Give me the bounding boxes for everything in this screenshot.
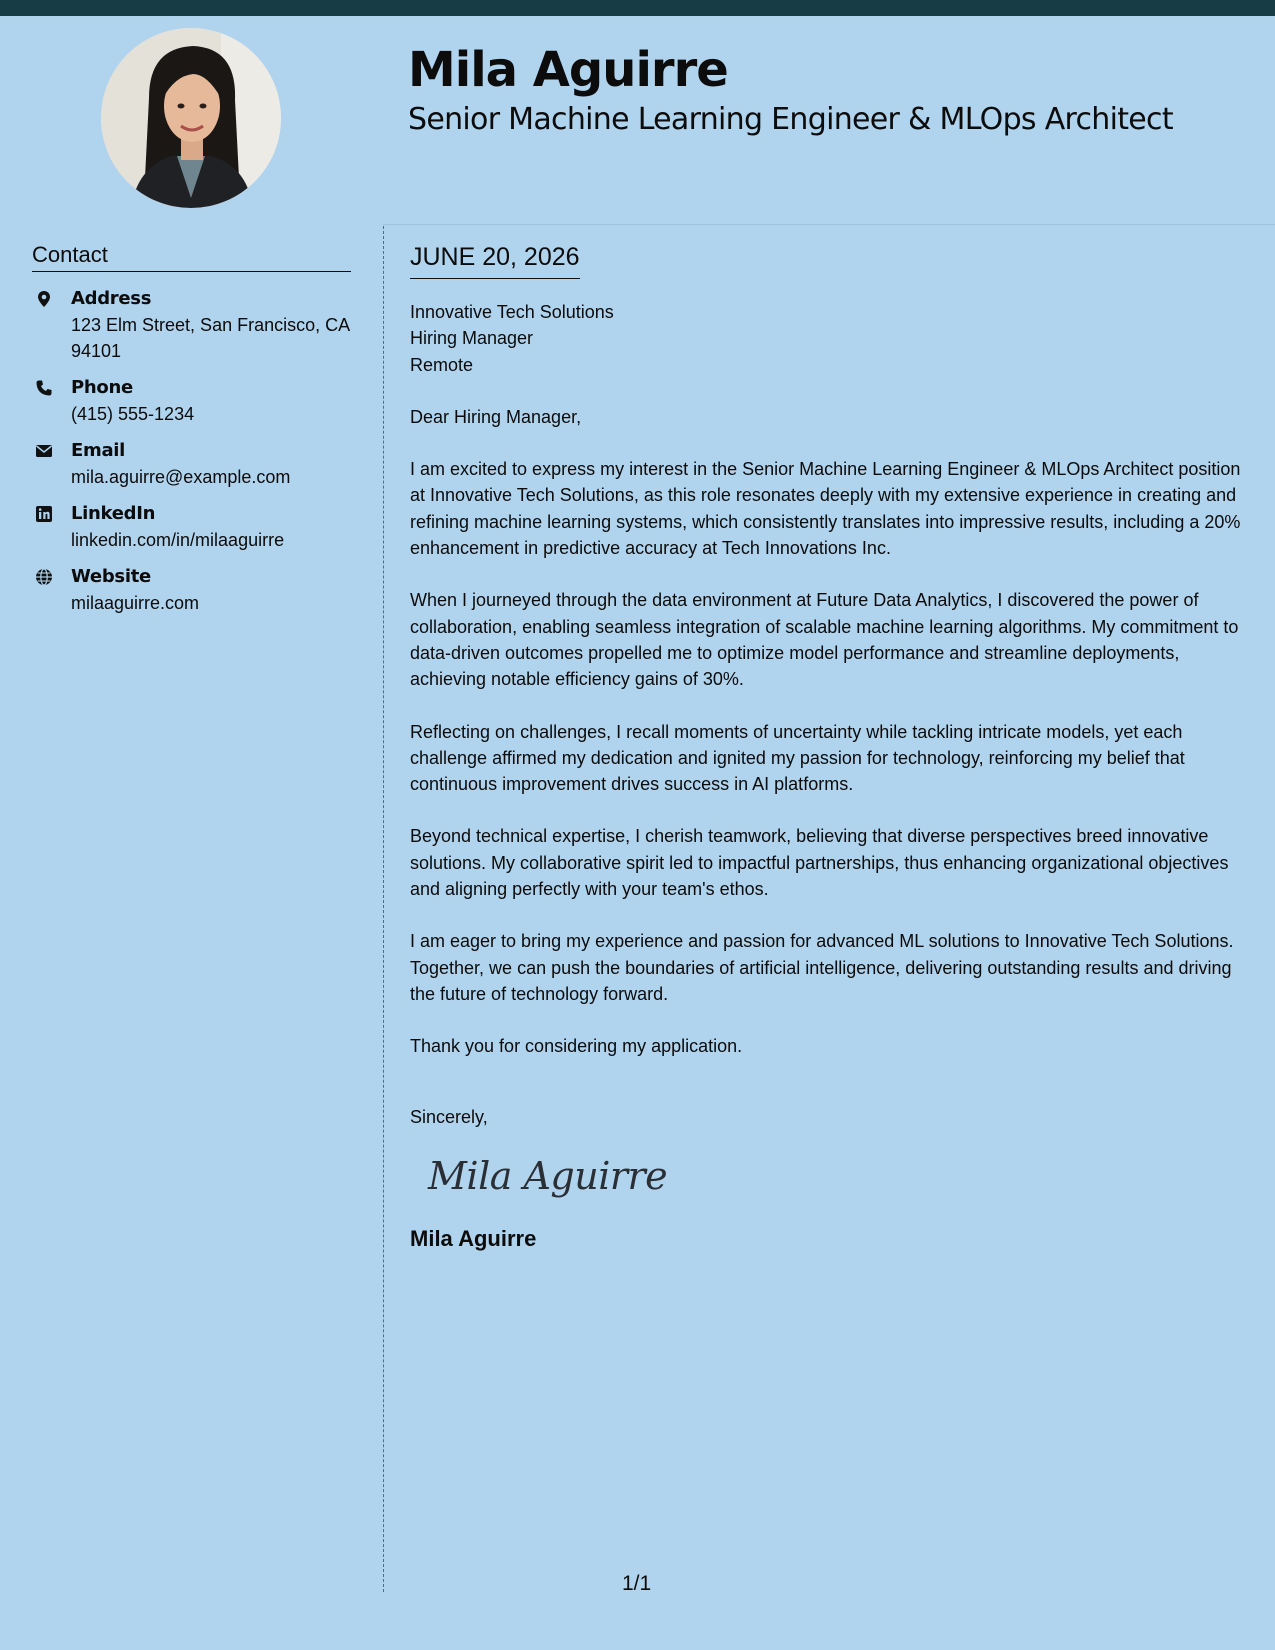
linkedin-icon [35,505,53,523]
profile-photo [101,28,281,208]
body-paragraph: When I journeyed through the data environment at Future Data Analytics, I discovered the power of collaboration, enabling seamless integration of scalable machine learning algorithms. My commitment to data-driven outcomes propelled me to optimize model performance and streamline deployments, achieving notable efficiency gains of 30%. [410,590,1239,690]
closing-line: Thank you for considering my application. [410,1036,743,1057]
contact-item-linkedin [32,501,351,553]
globe-icon [35,568,53,586]
contact-value[interactable]: mila.aguirre@example.com [71,467,291,487]
recipient-contact: Hiring Manager [410,328,534,349]
applicant-name: Mila Aguirre [408,42,728,98]
phone-icon [35,379,53,397]
recipient-block [410,299,1245,378]
contact-value: (415) 555-1234 [71,404,195,424]
contact-item-phone [32,375,351,427]
contact-item-address [32,286,351,364]
contact-item-email [32,438,351,490]
letter-date: JUNE 20, 2026 [410,240,580,279]
map-pin-icon [35,290,53,308]
contact-label: Website [71,566,151,587]
contact-value[interactable]: linkedin.com/in/milaaguirre [71,530,285,550]
column-divider [383,226,384,1592]
contact-label: Phone [71,377,133,398]
cover-letter-body [410,240,1245,1254]
salutation: Dear Hiring Manager, [410,406,582,427]
contact-label: Email [71,440,126,461]
handwritten-signature: Mila Aguirre [428,1153,668,1198]
contact-heading: Contact [32,241,351,272]
top-accent-bar [0,0,1275,16]
contact-label: Address [71,288,152,309]
recipient-location: Remote [410,354,474,375]
contact-value: 123 Elm Street, San Francisco, CA 94101 [71,315,350,361]
sign-off: Sincerely, [410,1106,488,1127]
contact-label: LinkedIn [71,503,156,524]
contact-sidebar [32,241,351,627]
recipient-company: Innovative Tech Solutions [410,302,614,322]
contact-value[interactable]: milaaguirre.com [71,593,200,613]
body-paragraph: I am excited to express my interest in the Senior Machine Learning Engineer & MLOps Architect position at Innovative Tech Solutions, as this role resonates deeply with my extensive experience in creating and refining machine learning systems, which consistently translates into impressive results, including a 20% enhancement in predictive accuracy at Tech Innovations Inc. [410,459,1241,559]
job-title: Senior Machine Learning Engineer & MLOps Architect [408,102,1173,137]
body-paragraph: Beyond technical expertise, I cherish teamwork, believing that diverse perspectives breed innovative solutions. My collaborative spirit led to impactful partnerships, thus enhancing organizational objectives and aligning perfectly with your team's ethos. [410,826,1229,900]
signer-name: Mila Aguirre [410,1225,537,1251]
envelope-icon [35,442,53,460]
header-divider [383,224,1275,225]
body-paragraph: Reflecting on challenges, I recall moments of uncertainty while tackling intricate models, yet each challenge affirmed my dedication and ignited my passion for technology, reinforcing my belief that continuous improvement drives success in AI platforms. [410,721,1185,795]
contact-list [32,286,351,616]
page-number: 1/1 [622,1572,652,1595]
body-paragraph: I am eager to bring my experience and passion for advanced ML solutions to Innovative Tech Solutions. Together, we can push the boundaries of artificial intelligence, delivering outstanding results and driving the future of technology forward. [410,931,1234,1004]
contact-item-website [32,564,351,616]
